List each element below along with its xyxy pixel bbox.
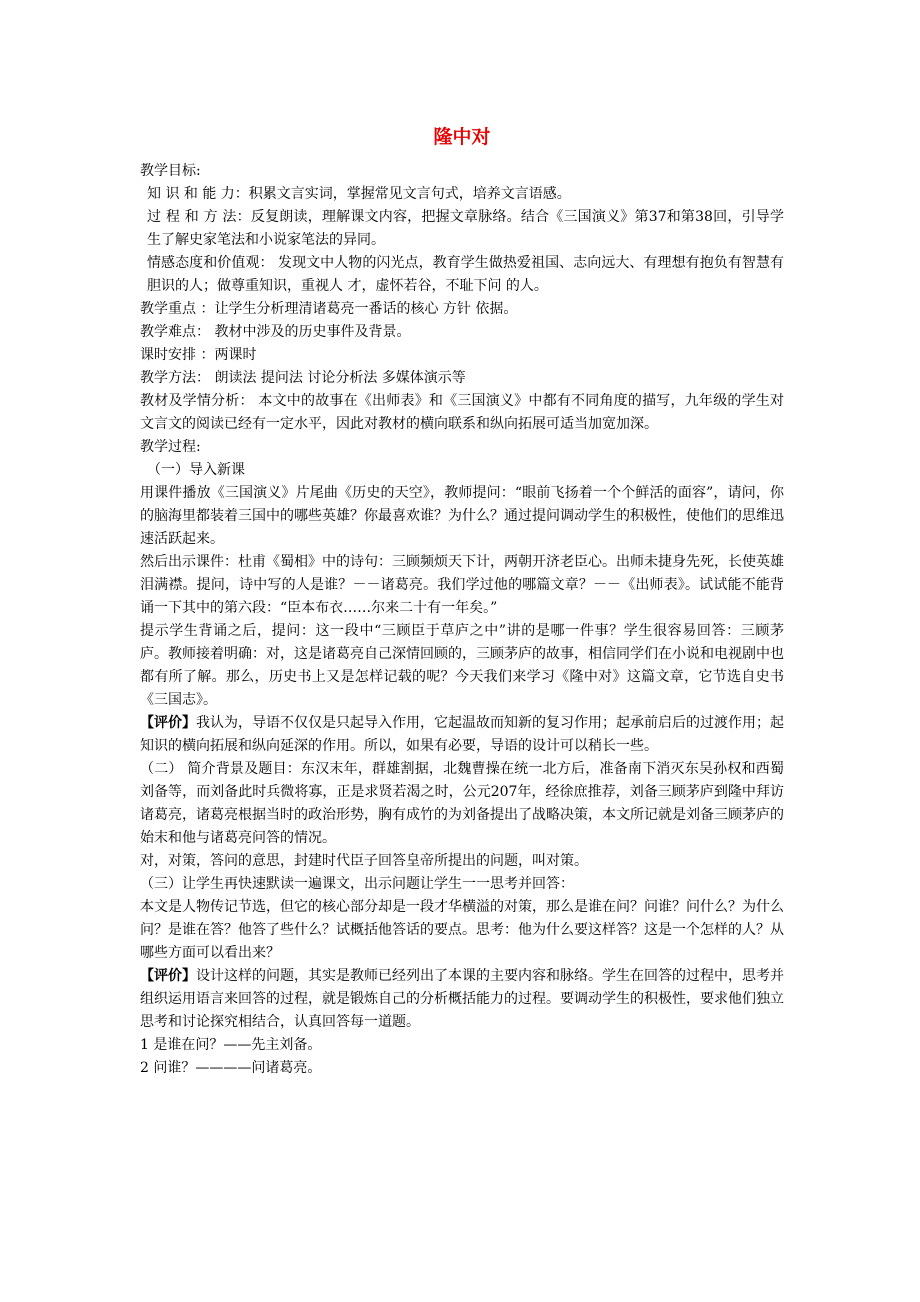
objective-process: 过 程 和 方 法：反复朗读，理解课文内容，把握文章脉络。结合《三国演义》第37和第38回，引导学生了解史家笔法和小说家笔法的异同。 — [147, 209, 784, 248]
answer-1: 1 是谁在问？——先主刘备。 — [140, 1037, 322, 1053]
objective-knowledge: 知 识 和 能 力：积累文言实词，掌握常见文言句式，培养文言语感。 — [147, 186, 571, 202]
document-page — [140, 124, 784, 1080]
process-label: 教学过程: — [140, 439, 201, 455]
page-title: 隆中对 — [433, 126, 491, 148]
comment-tag: 【评价】 — [140, 968, 196, 984]
step1-title: （一）导入新课 — [147, 462, 245, 478]
step2-paragraph-2: 对，对策，答问的意思，封建时代臣子回答皇帝所提出的问题，叫对策。 — [140, 853, 588, 869]
key-point: 教学重点 ：让学生分析理清诸葛亮一番话的核心 方针 依据。 — [140, 301, 518, 317]
step1-comment — [140, 712, 784, 758]
objectives-label: 教学目标: — [140, 163, 201, 179]
schedule: 课时安排 ：两课时 — [140, 347, 257, 363]
difficulty: 教学难点： 教材中涉及的历史事件及背景。 — [140, 324, 411, 340]
comment-tag: 【评价】 — [140, 715, 196, 731]
comment-text: 我认为，导语不仅仅是只起导入作用，它起温故而知新的复习作用；起承前启后的过渡作用；起知识的横向拓展和纵向延深的作用。所以，如果有必要，导语的设计可以稍长一些。 — [140, 715, 784, 754]
step1-paragraph-3: 提示学生背诵之后，提问：这一段中“三顾臣于草庐之中”讲的是哪一件事？学生很容易回答：三顾茅庐。教师接着明确：对，这是诸葛亮自己深情回顾的，三顾茅庐的故事，相信同学们在小说和电视剧中也都有所了解。那么，历史书上又是怎样记载的呢？今天我们来学习《隆中对》这篇文章，它节选自史书《三国志》。 — [140, 623, 784, 708]
teaching-methods: 教学方法： 朗读法 提问法 讨论分析法 多媒体演示等 — [140, 370, 466, 386]
step3-title: （三）让学生再快速默读一遍课文，出示问题让学生一一思考并回答： — [140, 876, 574, 892]
step1-paragraph-1: 用课件播放《三国演义》片尾曲《历史的天空》，教师提问：“眼前飞扬着一个个鲜活的面容”，请问，你的脑海里都装着三国中的哪些英雄？你最喜欢谁？为什么？通过提问调动学生的积极性，使他们的思维迅速活跃起来。 — [140, 485, 784, 547]
step3-paragraph-1: 本文是人物传记节选，但它的核心部分却是一段才华横溢的对策，那么是谁在问？问谁？问什么？为什么问？是谁在答？他答了些什么？试概括他答话的要点。思考：他为什么要这样答？这是一个怎样的人？从哪些方面可以看出来？ — [140, 899, 784, 961]
material-analysis: 教材及学情分析： 本文中的故事在《出师表》和《三国演义》中都有不同角度的描写，九年级的学生对文言文的阅读已经有一定水平，因此对教材的横向联系和纵向拓展可适当加宽加深。 — [140, 393, 784, 432]
answer-2: 2 问谁？————问诸葛亮。 — [140, 1060, 322, 1076]
step3-comment — [140, 965, 784, 1034]
step1-paragraph-2: 然后出示课件：杜甫《蜀相》中的诗句：三顾频烦天下计，两朝开济老臣心。出师未捷身先死，长使英雄泪满襟。提问，诗中写的人是谁？－－诸葛亮。我们学过他的哪篇文章？－－《出师表》。试试能不能背诵一下其中的第六段：“臣本布衣……尔来二十有一年矣。” — [140, 554, 784, 616]
comment-text: 设计这样的问题，其实是教师已经列出了本课的主要内容和脉络。学生在回答的过程中，思考并组织运用语言来回答的过程，就是锻炼自己的分析概括能力的过程。要调动学生的积极性，要求他们独立思考和讨论探究相结合，认真回答每一道题。 — [140, 968, 784, 1030]
objective-emotion: 情感态度和价值观： 发现文中人物的闪光点，教育学生做热爱祖国、志向远大、有理想有抱负有智慧有胆识的人；做尊重知识，重视人 才，虚怀若谷，不耻下问 的人。 — [147, 255, 784, 294]
step2-paragraph-1: （二） 简介背景及题目：东汉末年，群雄割据，北魏曹操在统一北方后，准备南下消灭东吴孙权和西蜀刘备等，而刘备此时兵微将寡，正是求贤若渴之时，公元207年，经徐庶推荐，刘备三顾茅庐到隆中拜访诸葛亮，诸葛亮根据当时的政治形势，胸有成竹的为刘备提出了战略决策，本文所记就是刘备三顾茅庐的始末和他与诸葛亮问答的情况。 — [140, 761, 784, 846]
